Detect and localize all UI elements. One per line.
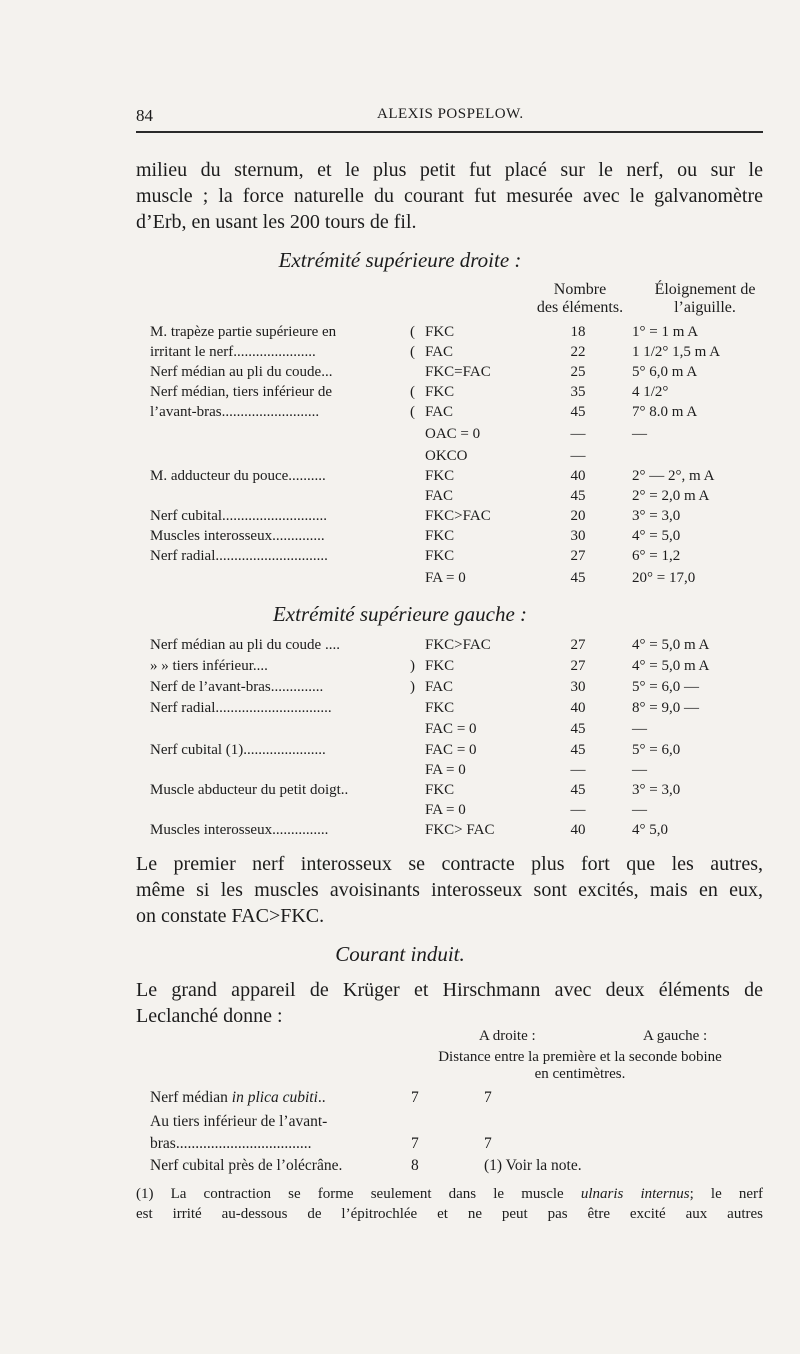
row-eloignement: 5° 6,0 m A (632, 364, 698, 380)
row-mode: FKC> FAC (425, 822, 495, 838)
col-header-gauche: A gauche : (643, 1028, 708, 1044)
row-label: bras................................... (150, 1135, 312, 1152)
row-eloignement: 4° = 5,0 (632, 528, 681, 544)
row-label: Nerf médian au pli du coude .... (150, 637, 340, 653)
row-eloignement: 7° 8.0 m A (632, 404, 698, 420)
table-row (0, 344, 800, 366)
row-nombre: 25 (570, 364, 586, 380)
row-mode: FKC (425, 384, 455, 400)
row-mode: FA = 0 (425, 762, 466, 778)
row-label: Au tiers inférieur de l’avant- (150, 1113, 328, 1130)
table-row (0, 700, 800, 722)
table-row (0, 426, 800, 448)
row-nombre: 22 (570, 344, 586, 360)
row-mode: FAC (425, 488, 454, 504)
row-label: Muscles interosseux............... (150, 822, 329, 838)
row-nombre: 45 (570, 488, 586, 504)
row-label: Nerf médian in plica cubiti.. (150, 1089, 326, 1106)
row-mode: OKCO (425, 448, 468, 464)
row-eloignement: 5° = 6,0 (632, 742, 681, 758)
row-nombre: 45 (570, 782, 586, 798)
induit-intro-line: Le grand appareil de Krüger et Hirschmann avec deux éléments de (136, 979, 763, 1001)
row-eloignement: — (632, 802, 647, 818)
row-eloignement: 6° = 1,2 (632, 548, 681, 564)
row-mode: FKC (425, 700, 455, 716)
row-label: Muscles interosseux.............. (150, 528, 325, 544)
row-nombre: 27 (570, 548, 586, 564)
table-row (0, 404, 800, 426)
table-row (0, 528, 800, 550)
row-nombre: 20 (570, 508, 586, 524)
table-row (0, 1089, 800, 1111)
row-nombre: 45 (570, 404, 586, 420)
section-title-induit: Courant induit. (335, 942, 465, 966)
row-brace: ( (410, 344, 415, 360)
table-row (0, 448, 800, 470)
row-label: irritant le nerf...................... (150, 344, 316, 360)
row-nombre: 27 (570, 658, 586, 674)
row-nombre: 40 (570, 822, 586, 838)
row-label: M. adducteur du pouce.......... (150, 468, 326, 484)
table-row (0, 742, 800, 764)
row-mode: FKC (425, 548, 455, 564)
row-nombre: 40 (570, 468, 586, 484)
row-label: Nerf médian au pli du coude... (150, 364, 333, 380)
row-gauche: 7 (484, 1089, 492, 1106)
intro-line: muscle ; la force naturelle du courant fut mesurée avec le galvanomètre (136, 185, 763, 207)
row-nombre: 30 (570, 679, 586, 695)
intro-line: d’Erb, en usant les 200 tours de fil. (136, 211, 417, 233)
row-nombre: 45 (570, 570, 586, 586)
col-header-nombre: Nombre des éléments. (536, 281, 624, 316)
row-eloignement: 4 1/2° (632, 384, 669, 400)
row-mode: FAC (425, 404, 454, 420)
table-row (0, 1113, 800, 1135)
row-droite: 7 (411, 1089, 419, 1106)
row-eloignement: 3° = 3,0 (632, 782, 681, 798)
row-mode: FKC (425, 658, 455, 674)
table-row (0, 548, 800, 570)
para-line: même si les muscles avoisinants interosseux sont excités, mais en eux, (136, 879, 763, 901)
row-eloignement: 5° = 6,0 — (632, 679, 699, 695)
row-eloignement: — (632, 721, 647, 737)
row-brace: ( (410, 324, 415, 340)
row-label: Nerf radial.............................. (150, 548, 328, 564)
row-label: Muscle abducteur du petit doigt.. (150, 782, 349, 798)
row-mode: FKC=FAC (425, 364, 491, 380)
row-mode: FAC = 0 (425, 742, 477, 758)
table-row (0, 721, 800, 743)
distance-caption: Distance entre la première et la seconde bobine en centimètres. (438, 1049, 722, 1082)
row-mode: FKC (425, 782, 455, 798)
table-row (0, 1157, 800, 1179)
para-line: Le premier nerf interosseux se contracte plus fort que les autres, (136, 853, 763, 875)
row-nombre: 45 (570, 721, 586, 737)
row-mode: FA = 0 (425, 570, 466, 586)
row-mode: FAC (425, 679, 454, 695)
row-nombre: 27 (570, 637, 586, 653)
table-row (0, 324, 800, 346)
intro-line: milieu du sternum, et le plus petit fut placé sur le nerf, ou sur le (136, 159, 763, 181)
row-mode: FKC (425, 468, 455, 484)
row-eloignement: 20° = 17,0 (632, 570, 696, 586)
row-label: Nerf médian, tiers inférieur de (150, 384, 332, 400)
row-eloignement: — (632, 426, 647, 442)
row-brace: ( (410, 404, 415, 420)
table-row (0, 1135, 800, 1157)
table-row (0, 762, 800, 784)
header-rule (136, 131, 763, 133)
section-title-left: Extrémité supérieure gauche : (272, 602, 528, 626)
row-nombre: 18 (570, 324, 586, 340)
running-head: ALEXIS POSPELOW. (377, 106, 524, 122)
row-mode: FA = 0 (425, 802, 466, 818)
row-eloignement: 3° = 3,0 (632, 508, 681, 524)
row-label: Nerf de l’avant-bras.............. (150, 679, 324, 695)
induit-intro-line: Leclanché donne : (136, 1005, 283, 1027)
row-eloignement: 2° — 2°, m A (632, 468, 715, 484)
row-eloignement: 4° = 5,0 m A (632, 658, 710, 674)
row-nombre: — (570, 802, 586, 818)
table-row (0, 570, 800, 592)
row-nombre: 30 (570, 528, 586, 544)
row-nombre: — (570, 426, 586, 442)
row-droite: 8 (411, 1157, 419, 1174)
row-label: Nerf cubital............................ (150, 508, 328, 524)
row-mode: FKC>FAC (425, 637, 491, 653)
row-eloignement: 2° = 2,0 m A (632, 488, 710, 504)
row-eloignement: — (632, 762, 647, 778)
table-row (0, 679, 800, 701)
row-mode: FKC>FAC (425, 508, 491, 524)
row-label: Nerf cubital près de l’olécrâne. (150, 1157, 343, 1174)
row-label: Nerf cubital (1)...................... (150, 742, 326, 758)
table-row (0, 488, 800, 510)
row-mode: FKC (425, 528, 455, 544)
row-nombre: 40 (570, 700, 586, 716)
row-eloignement: 4° 5,0 (632, 822, 668, 838)
table-row (0, 508, 800, 530)
row-gauche: 7 (484, 1135, 492, 1152)
row-brace: ) (410, 679, 415, 695)
row-brace: ) (410, 658, 415, 674)
row-mode: FAC (425, 344, 454, 360)
row-mode: FAC = 0 (425, 721, 477, 737)
footnote-line: (1) La contraction se forme seulement dans le muscle ulnaris internus; le nerf (136, 1186, 764, 1202)
row-eloignement: 1° = 1 m A (632, 324, 699, 340)
row-brace: ( (410, 384, 415, 400)
row-eloignement: 1 1/2° 1,5 m A (632, 344, 721, 360)
table-row (0, 384, 800, 406)
row-nombre: — (570, 448, 586, 464)
table-row (0, 637, 800, 659)
table-row (0, 468, 800, 490)
section-title-right: Extrémité supérieure droite : (278, 248, 522, 272)
row-nombre: — (570, 762, 586, 778)
row-droite: 7 (411, 1135, 419, 1152)
row-label: M. trapèze partie supérieure en (150, 324, 337, 340)
table-row (0, 364, 800, 386)
table-row (0, 658, 800, 680)
table-row (0, 802, 800, 824)
page-number: 84 (136, 106, 153, 125)
row-eloignement: 4° = 5,0 m A (632, 637, 710, 653)
row-mode: FKC (425, 324, 455, 340)
col-header-droite: A droite : (479, 1028, 536, 1044)
footnote-line: est irrité au-dessous de l’épitrochlée et ne peut pas être excité aux autres (136, 1206, 763, 1222)
col-header-eloignement: Éloignement de l’aiguille. (654, 281, 756, 316)
table-row (0, 782, 800, 804)
row-label: Nerf radial............................... (150, 700, 332, 716)
row-label: » » tiers inférieur.... (150, 658, 268, 674)
row-nombre: 45 (570, 742, 586, 758)
row-nombre: 35 (570, 384, 586, 400)
table-row (0, 822, 800, 844)
row-gauche: (1) Voir la note. (484, 1157, 582, 1174)
row-eloignement: 8° = 9,0 — (632, 700, 699, 716)
row-label: l’avant-bras.......................... (150, 404, 320, 420)
para-line: on constate FAC>FKC. (136, 905, 325, 927)
row-mode: OAC = 0 (425, 426, 481, 442)
